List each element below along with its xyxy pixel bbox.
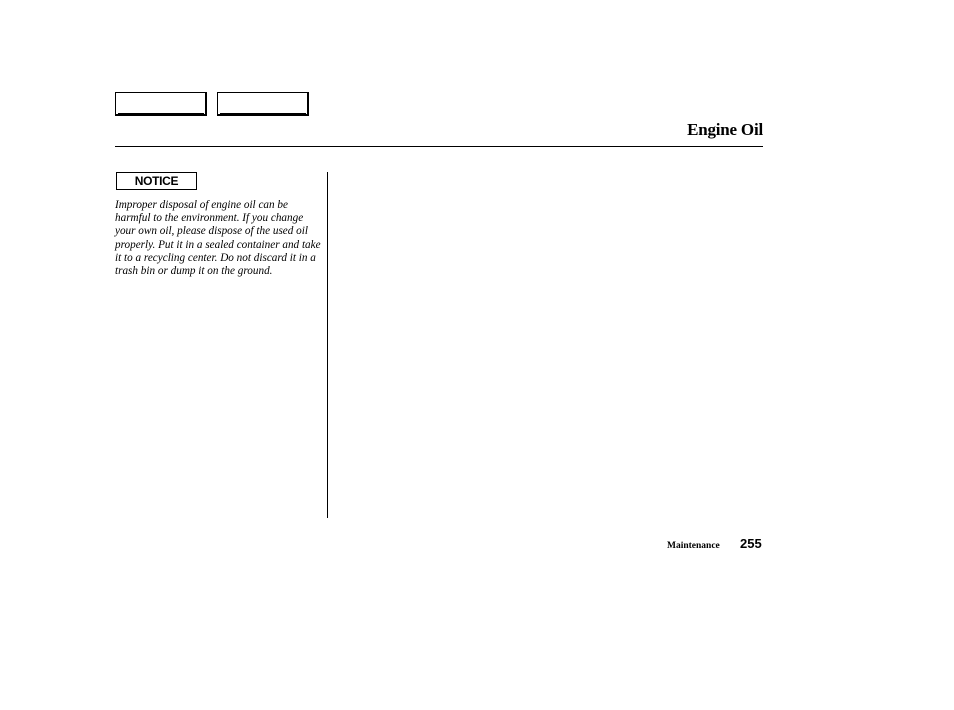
nav-button-main-menu[interactable]	[115, 92, 207, 116]
column-divider	[327, 172, 328, 518]
title-rule	[115, 146, 763, 147]
footer-section-name: Maintenance	[667, 541, 720, 551]
footer-page-number: 255	[740, 536, 762, 551]
notice-text: Improper disposal of engine oil can be harmful to the environment. If you change your own oil, please dispose of the used oil properly. Put it in a sealed container and take it to a recycling center. Do not discard it in a trash bin or dump it on the ground.	[115, 199, 321, 278]
nav-button-table-of-contents[interactable]	[217, 92, 309, 116]
page-title: Engine Oil	[687, 120, 763, 139]
notice-badge: NOTICE	[116, 172, 197, 190]
